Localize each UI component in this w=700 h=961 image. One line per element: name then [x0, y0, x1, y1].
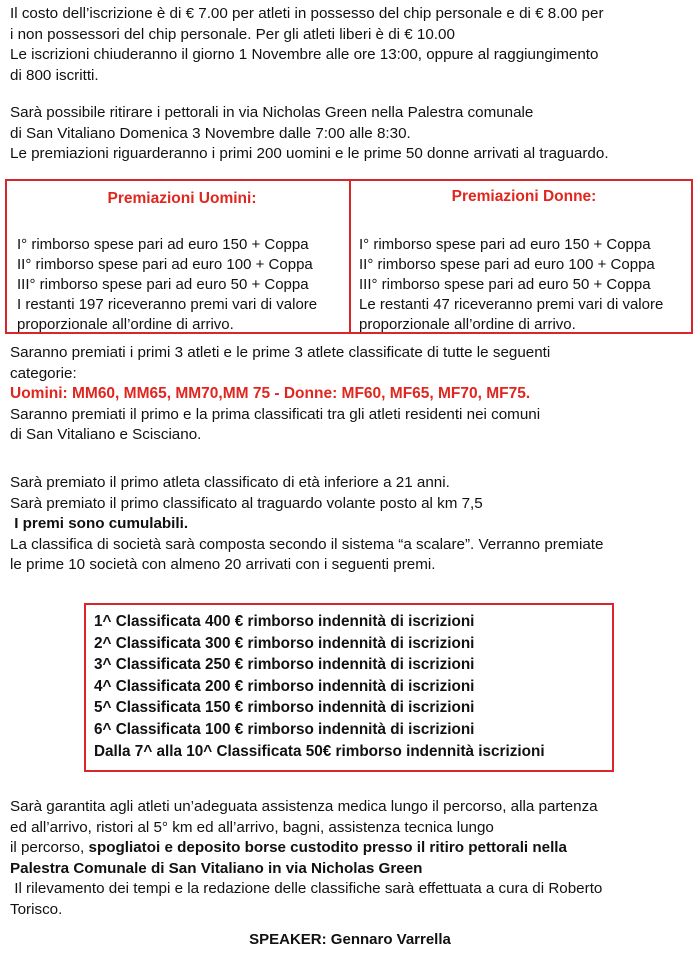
- intro-line: di 800 iscritti.: [10, 66, 99, 84]
- bib-pickup-paragraph: [10, 103, 694, 165]
- services-line: ed all’arrivo, ristori al 5° km ed all’arrivo, bagni, assistenza tecnica lungo: [10, 818, 494, 836]
- team-prize-item: 3^ Classificata 250 € rimborso indennità di iscrizioni: [94, 656, 475, 674]
- categories-line: Saranno premiati il primo e la prima classificati tra gli atleti residenti nei comuni: [10, 405, 541, 423]
- categories-line: categorie:: [10, 364, 77, 382]
- women-prize-line: I° rimborso spese pari ad euro 150 + Coppa: [359, 236, 651, 253]
- men-prize-line: proporzionale all’ordine di arrivo.: [17, 316, 234, 333]
- speaker-credit: SPEAKER: Gennaro Varrella: [249, 931, 451, 948]
- men-prize-line: II° rimborso spese pari ad euro 100 + Coppa: [17, 256, 313, 273]
- services-line: Sarà garantita agli atleti un’adeguata assistenza medica lungo il percorso, alla partenza: [10, 798, 598, 815]
- team-ranking-line: La classifica di società sarà composta secondo il sistema “a scalare”. Verranno premiate: [10, 535, 604, 553]
- men-prize-line: I restanti 197 riceveranno premi vari di valore: [17, 296, 318, 313]
- categories-line: Saranno premiati i primi 3 atleti e le prime 3 atlete classificate di tutte le seguenti: [10, 344, 551, 361]
- men-prize-line: I° rimborso spese pari ad euro 150 + Coppa: [17, 236, 309, 253]
- intro-line: Le iscrizioni chiuderanno il giorno 1 Novembre alle ore 13:00, oppure al raggiungimento: [10, 46, 599, 63]
- team-prize-item: 4^ Classificata 200 € rimborso indennità di iscrizioni: [94, 677, 475, 695]
- special-prizes-paragraph: [10, 473, 694, 576]
- registration-fees-paragraph: [10, 4, 694, 86]
- intro-line: i non possessori del chip personale. Per gli atleti liberi è di € 10.00: [10, 25, 455, 43]
- women-prizes-column: [359, 181, 689, 332]
- women-prize-line: Le restanti 47 riceveranno premi vari di valore: [359, 296, 664, 313]
- services-paragraph: [10, 797, 694, 920]
- team-prize-item: 1^ Classificata 400 € rimborso indennità di iscrizioni: [94, 613, 475, 630]
- team-ranking-line: le prime 10 società con almeno 20 arrivati con i seguenti premi.: [10, 556, 436, 573]
- team-prize-item: 2^ Classificata 300 € rimborso indennità di iscrizioni: [94, 634, 475, 652]
- services-text: il percorso,: [10, 839, 89, 856]
- men-prize-line: III° rimborso spese pari ad euro 50 + Coppa: [17, 276, 309, 293]
- men-prizes-title: Premiazioni Uomini:: [107, 190, 257, 207]
- pickup-line: di San Vitaliano Domenica 3 Novembre dalle 7:00 alle 8:30.: [10, 124, 411, 142]
- services-bold-line: Palestra Comunale di San Vitaliano in via Nicholas Green: [10, 859, 423, 877]
- team-prize-item: Dalla 7^ alla 10^ Classificata 50€ rimborso indennità iscrizioni: [94, 742, 545, 760]
- timing-line: Il rilevamento dei tempi e la redazione delle classifiche sarà effettuata a cura di Roberto: [10, 880, 603, 897]
- men-prizes-column: [17, 181, 347, 332]
- women-prize-line: II° rimborso spese pari ad euro 100 + Coppa: [359, 256, 655, 273]
- categories-paragraph: [10, 343, 694, 446]
- women-prize-line: III° rimborso spese pari ad euro 50 + Coppa: [359, 276, 651, 293]
- services-bold-text: spogliatoi e deposito borse custodito presso il ritiro pettorali nella: [88, 839, 567, 856]
- team-prize-item: 6^ Classificata 100 € rimborso indennità di iscrizioni: [94, 720, 475, 738]
- women-prizes-title: Premiazioni Donne:: [451, 188, 597, 205]
- individual-prizes-box: [5, 179, 693, 334]
- team-prizes-box: [84, 603, 614, 772]
- cumulative-note: I premi sono cumulabili.: [10, 515, 189, 532]
- intro-line: Il costo dell’iscrizione è di € 7.00 per atleti in possesso del chip personale e di € 8.00 per: [10, 5, 604, 22]
- column-divider: [349, 181, 351, 332]
- categories-highlight: Uomini: MM60, MM65, MM70,MM 75 - Donne: MF60, MF65, MF70, MF75.: [10, 385, 531, 402]
- women-prize-line: proporzionale all’ordine di arrivo.: [359, 316, 576, 333]
- categories-line: di San Vitaliano e Scisciano.: [10, 426, 202, 443]
- team-prizes-list: [94, 611, 612, 762]
- special-prize-line: Sarà premiato il primo classificato al traguardo volante posto al km 7,5: [10, 494, 483, 512]
- pickup-line: Sarà possibile ritirare i pettorali in via Nicholas Green nella Palestra comunale: [10, 104, 534, 121]
- services-line-mixed: [10, 838, 694, 859]
- team-prize-item: 5^ Classificata 150 € rimborso indennità di iscrizioni: [94, 699, 475, 717]
- timing-line: Torisco.: [10, 900, 63, 918]
- special-prize-line: Sarà premiato il primo atleta classificato di età inferiore a 21 anni.: [10, 474, 450, 491]
- pickup-line: Le premiazioni riguarderanno i primi 200 uomini e le prime 50 donne arrivati al traguardo.: [10, 145, 609, 162]
